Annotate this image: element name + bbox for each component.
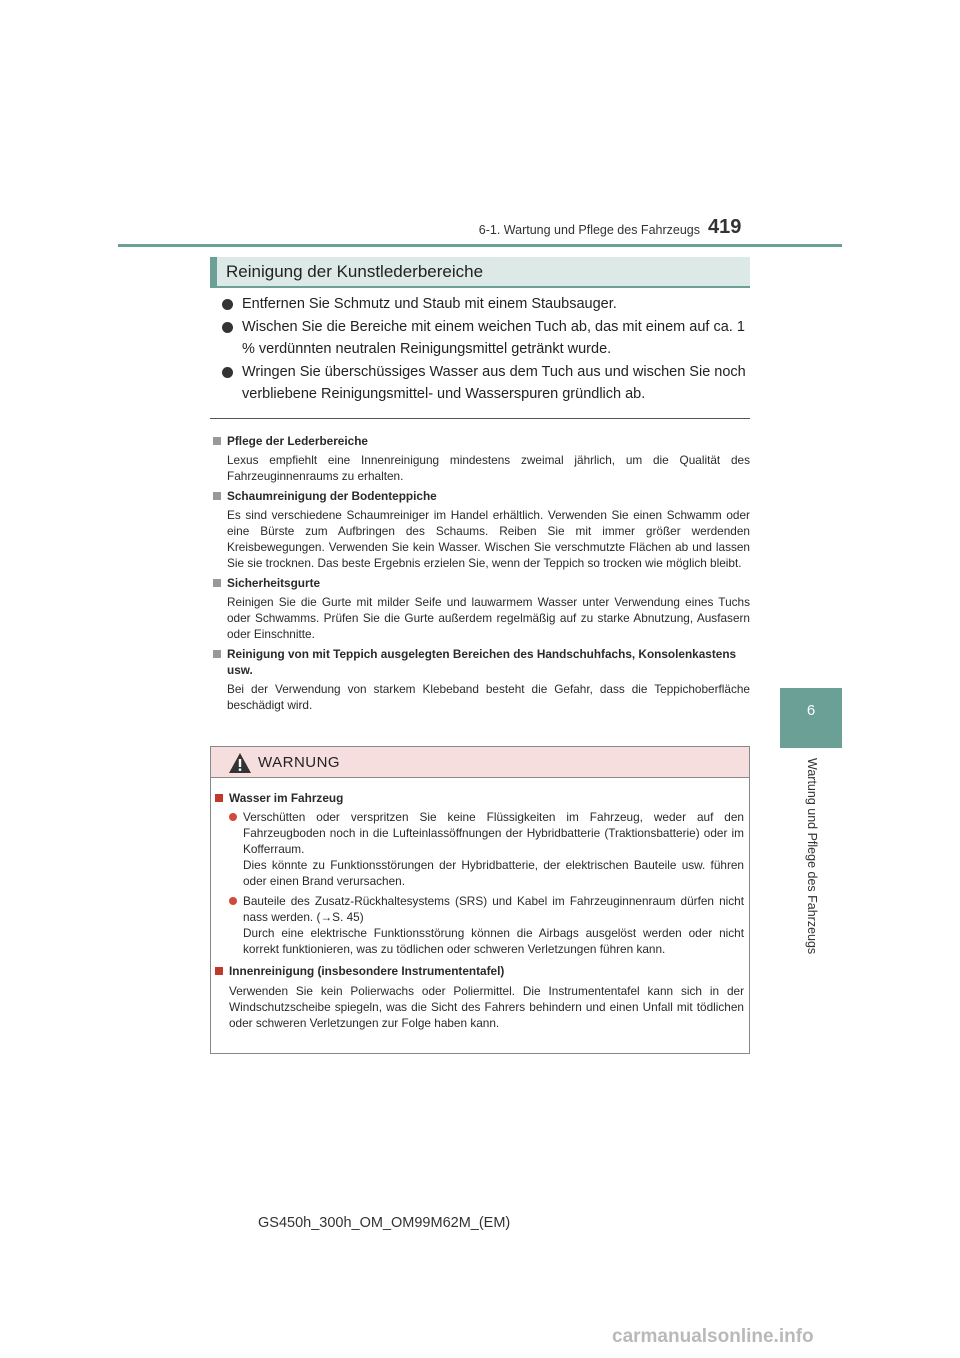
- note-title-text: Pflege der Lederbereiche: [227, 434, 368, 448]
- warning-block-body: Verwenden Sie kein Polierwachs oder Poliermittel. Die Instrumententafel kann sich in der Windschutzscheibe spiegeln, was die Sicht des Fahrers behindern und einen Unfall mit tödlichen oder schweren Verletzungen zur Folge haben kann.: [229, 984, 744, 1030]
- note-title-text: Sicherheitsgurte: [227, 576, 321, 590]
- list-item: [220, 316, 750, 361]
- bullet-icon: [229, 897, 237, 905]
- square-bullet-icon: [213, 437, 221, 445]
- section-heading-accent: [210, 257, 217, 288]
- note-title: [210, 488, 750, 504]
- note-title: [210, 433, 750, 449]
- watermark: carmanualsonline.info: [612, 1326, 814, 1347]
- header-section-title: 6-1. Wartung und Pflege des Fahrzeugs: [478, 223, 700, 237]
- list-item: [220, 361, 750, 406]
- warning-block-title-text: Wasser im Fahrzeug: [229, 791, 344, 805]
- chapter-number: 6: [806, 702, 816, 719]
- note-title-text: Schaumreinigung der Bodenteppiche: [227, 489, 437, 503]
- bullet-icon: [229, 813, 237, 821]
- bullet-icon: [222, 299, 233, 310]
- note-body: Lexus empfiehlt eine Innenreinigung mindestens zweimal jährlich, um die Qualität des Fahrzeuginnenraums zu erhalten.: [227, 453, 750, 483]
- document-code: GS450h_300h_OM_OM99M62M_(EM): [258, 1215, 511, 1231]
- chapter-title-vertical: Wartung und Pflege des Fahrzeugs: [805, 758, 819, 955]
- page-number: 419: [708, 216, 742, 238]
- section-heading: Reinigung der Kunstlederbereiche: [226, 262, 484, 281]
- square-bullet-icon: [213, 650, 221, 658]
- warning-block-title-text: Innenreinigung (insbesondere Instrumententafel): [229, 964, 505, 978]
- notes-section: [210, 429, 750, 717]
- bullet-icon: [222, 322, 233, 333]
- warning-item-text: Dies könnte zu Funktionsstörungen der Hybridbatterie, der elektrischen Bauteile usw. führen oder einen Brand verursachen.: [243, 858, 744, 888]
- note-body: Bei der Verwendung von starkem Klebeband besteht die Gefahr, dass die Teppichoberfläche beschädigt wird.: [227, 682, 750, 712]
- bullet-icon: [222, 367, 233, 378]
- warning-item: [214, 893, 744, 957]
- warning-block-title: [214, 963, 744, 979]
- warning-item-text: Bauteile des Zusatz-Rückhaltesystems (SRS) und Kabel im Fahrzeuginnenraum dürfen nicht nass werden. (→S. 45): [243, 894, 744, 924]
- warning-triangle-icon: [228, 752, 252, 774]
- warning-title: WARNUNG: [258, 754, 341, 771]
- square-bullet-icon: [213, 492, 221, 500]
- note-title: [210, 646, 750, 678]
- divider: [210, 418, 750, 419]
- bullet-list: [220, 293, 750, 406]
- warning-item-text: Durch eine elektrische Funktionsstörung können die Airbags ausgelöst werden oder nicht korrekt funktionieren, was zu tödlichen oder schweren Verletzungen führen kann.: [243, 926, 744, 956]
- note-title: [210, 575, 750, 591]
- note-body: Reinigen Sie die Gurte mit milder Seife und lauwarmem Wasser unter Verwendung eines Tuchs oder Schwamms. Prüfen Sie die Gurte außerdem regelmäßig auf zu starke Abnutzung, Ausfasern oder Einschnitte.: [227, 595, 750, 641]
- header-rule: [118, 244, 842, 247]
- list-item-text: Wischen Sie die Bereiche mit einem weichen Tuch ab, das mit einem auf ca. 1 % verdünnten neutralen Reinigungsmittel getränkt wurde.: [242, 318, 745, 357]
- square-bullet-icon: [215, 794, 223, 802]
- note-title-text: Reinigung von mit Teppich ausgelegten Bereichen des Handschuhfachs, Konsolenkastens usw.: [227, 647, 737, 677]
- note-body: Es sind verschiedene Schaumreiniger im Handel erhältlich. Verwenden Sie einen Schwamm oder eine Bürste zum Aufbringen des Schaums. Reiben Sie mit immer größer werdenden Kreisbewegungen. Verwenden Sie kein Wasser. Wischen Sie verschmutzte Flächen ab und lassen Sie sie trocknen. Das beste Ergebnis erzielen Sie, wenn der Teppich so trocken wie möglich bleibt.: [227, 508, 750, 570]
- warning-content: [214, 790, 744, 1031]
- list-item-text: Wringen Sie überschüssiges Wasser aus dem Tuch aus und wischen Sie noch verbliebene Reinigungsmittel- und Wasserspuren gründlich ab.: [242, 363, 746, 402]
- list-item-text: Entfernen Sie Schmutz und Staub mit einem Staubsauger.: [242, 296, 617, 312]
- warning-item-text: Verschütten oder verspritzen Sie keine Flüssigkeiten im Fahrzeug, weder auf den Fahrzeugboden noch in die Lufteinlassöffnungen der Hybridbatterie (Traktionsbatterie) oder im Kofferraum.: [243, 810, 744, 856]
- warning-item: [214, 809, 744, 889]
- warning-block-title: [214, 790, 744, 806]
- list-item: [220, 293, 750, 316]
- square-bullet-icon: [215, 967, 223, 975]
- square-bullet-icon: [213, 579, 221, 587]
